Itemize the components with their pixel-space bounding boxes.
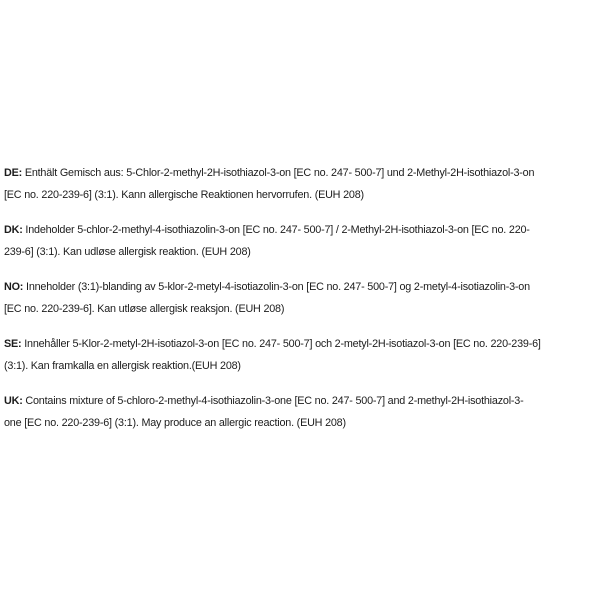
statement-text: Innehåller 5-Klor-2-metyl-2H-isotiazol-3-on [EC no. 247- 500-7] och 2-metyl-2H-isotiazol-3-on [EC no. 220-239-6] [24,338,541,350]
language-code-de: DE: [4,167,22,179]
statement-line [4,298,596,320]
statement-line [4,355,596,377]
language-code-no: NO: [4,281,24,293]
statement-line [4,241,596,263]
statement-text: Indeholder 5-chlor-2-methyl-4-isothiazolin-3-on [EC no. 247- 500-7] / 2-Methyl-2H-isothiazol-3-on [EC no. 220- [25,224,530,236]
hazard-statement-no [4,276,596,320]
statement-line [4,162,596,184]
hazard-statement-se [4,333,596,377]
statement-text: (3:1). Kan framkalla en allergisk reaktion.(EUH 208) [4,360,241,372]
statement-line [4,333,596,355]
statement-text: Inneholder (3:1)-blanding av 5-klor-2-metyl-4-isotiazolin-3-on [EC no. 247- 500-7] og 2-metyl-4-isotiazolin-3-on [26,281,530,293]
statement-line [4,412,596,434]
statement-text: one [EC no. 220-239-6] (3:1). May produce an allergic reaction. (EUH 208) [4,417,346,429]
statement-text: Contains mixture of 5-chloro-2-methyl-4-isothiazolin-3-one [EC no. 247- 500-7] and 2-methyl-2H-isothiazol-3- [25,395,524,407]
hazard-statement-uk [4,390,596,434]
statement-text: 239-6] (3:1). Kan udløse allergisk reaktion. (EUH 208) [4,246,251,258]
statement-line [4,390,596,412]
language-code-uk: UK: [4,395,23,407]
statement-line [4,276,596,298]
language-code-se: SE: [4,338,22,350]
hazard-statement-de [4,162,596,206]
statement-line [4,219,596,241]
statement-text: [EC no. 220-239-6]. Kan utløse allergisk reaksjon. (EUH 208) [4,303,285,315]
statement-text: [EC no. 220-239-6] (3:1). Kann allergische Reaktionen hervorrufen. (EUH 208) [4,189,364,201]
hazard-statement-dk [4,219,596,263]
statement-line [4,184,596,206]
statement-text: Enthält Gemisch aus: 5-Chlor-2-methyl-2H-isothiazol-3-on [EC no. 247- 500-7] und 2-Methyl-2H-isothiazol-3-on [24,167,535,179]
language-code-dk: DK: [4,224,23,236]
